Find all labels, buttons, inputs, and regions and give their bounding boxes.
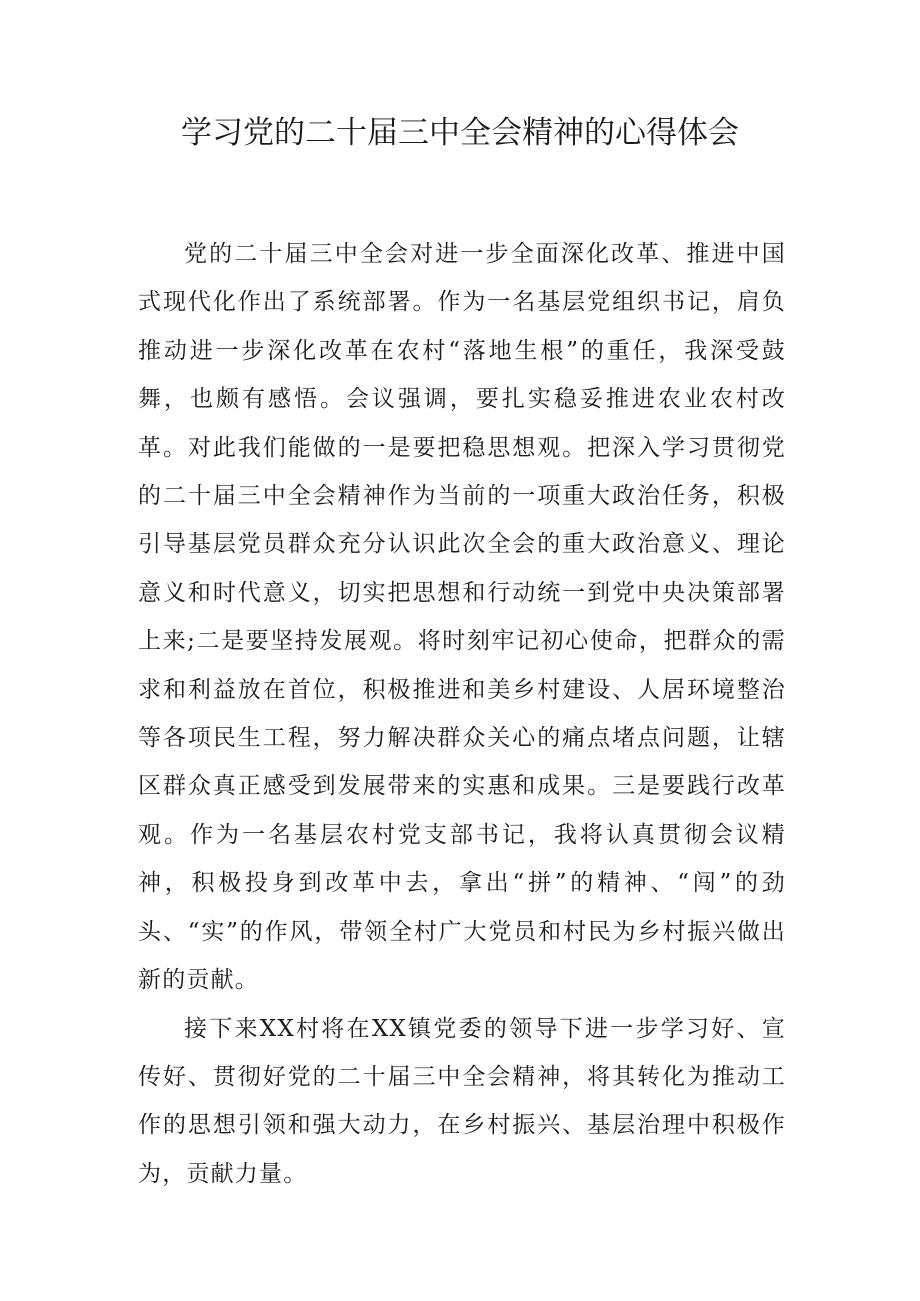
document-body — [138, 230, 786, 1198]
paragraph-1: 党的二十届三中全会对进一步全面深化改革、推进中国式现代化作出了系统部署。作为一名基层党组织书记，肩负推动进一步深化改革在农村“落地生根”的重任，我深受鼓舞，也颇有感悟。会议强调，要扎实稳妥推进农业农村改革。对此我们能做的一是要把稳思想观。把深入学习贯彻党的二十届三中全会精神作为当前的一项重大政治任务，积极引导基层党员群众充分认识此次全会的重大政治意义、理论意义和时代意义，切实把思想和行动统一到党中央决策部署上来;二是要坚持发展观。将时刻牢记初心使命，把群众的需求和利益放在首位，积极推进和美乡村建设、人居环境整治等各项民生工程，努力解决群众关心的痛点堵点问题，让辖区群众真正感受到发展带来的实惠和成果。三是要践行改革观。作为一名基层农村党支部书记，我将认真贯彻会议精神，积极投身到改革中去，拿出“拼”的精神、“闯”的劲头、“实”的作风，带领全村广大党员和村民为乡村振兴做出新的贡献。 — [138, 241, 786, 994]
document-title: 学习党的二十届三中全会精神的心得体会 — [181, 115, 739, 151]
paragraph-2: 接下来XX村将在XX镇党委的领导下进一步学习好、宣传好、贯彻好党的二十届三中全会精神，将其转化为推动工作的思想引领和强大动力，在乡村振兴、基层治理中积极作为，贡献力量。 — [138, 1015, 786, 1187]
